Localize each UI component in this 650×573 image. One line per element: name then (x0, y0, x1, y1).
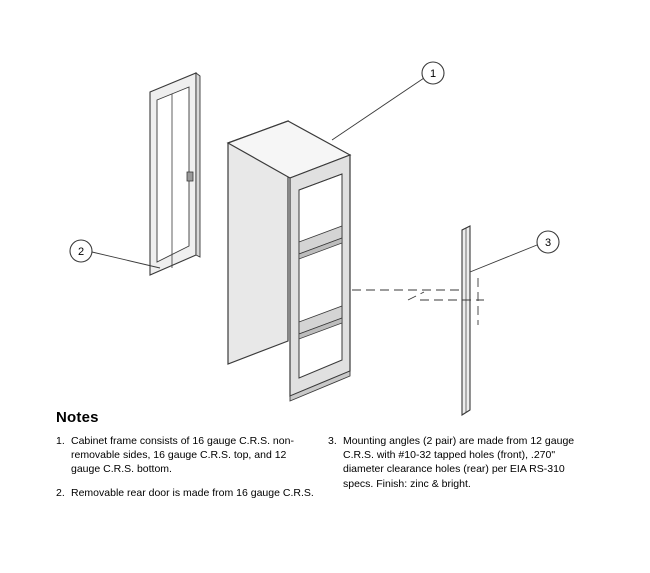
callout-1-leader (332, 78, 424, 140)
callout-2-label: 2 (77, 246, 85, 258)
callout-1-label: 1 (429, 68, 437, 80)
note-item (328, 434, 590, 491)
phantom-line-diagonal (408, 292, 424, 300)
callout-3[interactable] (470, 231, 559, 272)
note-text: Removable rear door is made from 16 gauge C.R.S. (71, 486, 314, 499)
note-number: 2. (56, 486, 65, 499)
rear-door-edge (196, 73, 200, 257)
rear-door-inner-recess (157, 87, 189, 262)
note-text: Cabinet frame consists of 16 gauge C.R.S. non-removable sides, 16 gauge C.R.S. top, and 12 gauge C.R.S. bottom. (71, 435, 294, 476)
note-text: Mounting angles (2 pair) are made from 12 gauge C.R.S. with #10-32 tapped holes (front), .270" diameter clearance holes (rear) per EIA RS-310 specs. Finish: zinc & bright. (343, 435, 575, 490)
note-item (56, 434, 316, 477)
cabinet-front-opening (299, 174, 342, 378)
mounting-angle-part (462, 226, 470, 415)
callout-1[interactable] (332, 62, 444, 140)
callout-3-label: 3 (544, 237, 552, 249)
notes-block (56, 409, 596, 509)
rear-door-part (150, 73, 200, 275)
notes-title: Notes (56, 409, 99, 426)
note-item (56, 486, 316, 500)
callout-2[interactable] (70, 240, 160, 268)
notes-column-left (56, 434, 328, 509)
callout-3-leader (470, 245, 537, 272)
notes-column-right (328, 434, 590, 500)
note-number: 3. (328, 435, 337, 447)
notes-columns (56, 434, 596, 509)
cabinet-frame-part (228, 121, 350, 401)
note-number: 1. (56, 435, 65, 447)
rear-door-latch (187, 172, 193, 181)
